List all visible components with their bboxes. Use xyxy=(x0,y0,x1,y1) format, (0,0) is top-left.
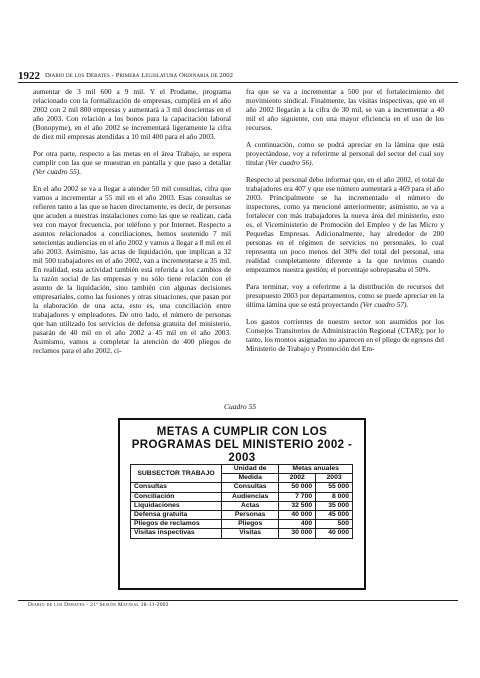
figure-title-line1: METAS A CUMPLIR CON LOS xyxy=(156,426,328,438)
cell-unidad: Pliegos xyxy=(222,520,279,529)
table-row xyxy=(131,492,353,501)
cell-2003: 500 xyxy=(316,520,353,529)
paragraph: aumentar de 3 mil 600 a 9 mil. Y el Prodame, programa relacionado con la formalización de empresas, cumplirá en el año 2002 con 2 mil 800 empresas y aumentará a 3 mil doscientas en el año 2003. Con relación a los bonos para la capacitación laboral (Bonopyme), en el año 2002 se incrementará ligeramente la cifra de diez mil empresas atendidas a 10 mil 400 para el año 2003. xyxy=(33,87,231,142)
cell-unidad: Consultas xyxy=(222,483,279,492)
header-subsector: SUBSECTOR TRABAJO xyxy=(131,465,222,483)
page-number: 1922 xyxy=(18,70,40,82)
header-metas: Metas anuales xyxy=(279,465,353,474)
figure-title-line2: PROGRAMAS DEL MINISTERIO 2002 - 2003 xyxy=(131,439,353,464)
paragraph xyxy=(246,140,444,167)
page-header xyxy=(18,71,458,83)
cell-2002: 400 xyxy=(279,520,316,529)
cell-subsector: Defensa gratuita xyxy=(131,511,222,520)
cell-unidad: Visitas xyxy=(222,529,279,538)
cell-2002: 32 500 xyxy=(279,501,316,510)
paragraph: fra que se va a incrementar a 500 por el fortalecimiento del movimiento sindical. Finalmente, las visitas inspectivas, que en el año 2002 llegarán a la cifra de 30 mil, se van a incrementar a 40 mil el año siguiente, con una mayor eficiencia en el uso de los recursos. xyxy=(246,87,444,133)
header-2003: 2003 xyxy=(316,474,353,483)
left-column xyxy=(33,87,231,363)
header-unidad-line1: Unidad de xyxy=(222,465,279,474)
paragraph-text: A continuación, como se podrá apreciar en la lámina que está proyectándose, voy a referirme al personal del sector del cual soy titular xyxy=(246,140,444,168)
paragraph: Los gastos corrientes de nuestro sector son asumidos por los Consejos Transitorios de Administración Regional (CTAR); por lo tanto, los montos asignados no aparecen en el pliego de egresos del Ministerio de Trabajo y Promoción del Em- xyxy=(246,317,444,354)
cell-2003: 40 000 xyxy=(316,529,353,538)
cell-subsector: Visitas inspectivas xyxy=(131,529,222,538)
figure-title xyxy=(120,426,364,465)
page-footer xyxy=(18,600,458,609)
table-row xyxy=(131,501,353,510)
cell-unidad: Audiencias xyxy=(222,492,279,501)
cell-subsector: Conciliación xyxy=(131,492,222,501)
cell-2002: 40 000 xyxy=(279,511,316,520)
right-column xyxy=(246,87,444,361)
paragraph: Respecto al personal debo informar que, en el año 2002, el total de trabajadores era 407 y que ese número aumentará a 469 para el año 2003. Principalmente se ha incrementado el número de inspectores, como ya mencioné anteriormente; asimismo, se va a fortalecer con más trabajadores la nueva área del ministerio, esto es, el Viceministerio de Promoción del Empleo y de las Micro y Pequeñas Empresas. Adicionalmente, hay alrededor de 200 personas en el régimen de servicios no personales, lo cual representa un poco menos del 30% del total del personal, una realidad completamente diferente a la que tuvimos cuando empezamos nuestra gestión; el porcentaje sobrepasaba el 50%. xyxy=(246,175,444,275)
table-row xyxy=(131,529,353,538)
figure-box xyxy=(118,418,366,590)
footer-text: Diario de los Debates - 21ª Sesión Matinal 28-11-2002 xyxy=(28,602,169,608)
paragraph xyxy=(33,149,231,176)
cell-2002: 50 000 xyxy=(279,483,316,492)
table-reference: (Ver cuadro 55). xyxy=(33,167,82,177)
paragraph-text: Por otra parte, respecto a las metas en el área Trabajo, se espera cumplir con las que se muestran en pantalla y que paso a detallar xyxy=(33,149,231,168)
header-unidad-line2: Medida xyxy=(222,474,279,483)
paragraph: En el año 2002 se va a llegar a atender 50 mil consultas, cifra que vamos a incrementar a 55 mil en el año 2003. Esas consultas se refieren tanto a las que se hacen directamente, es decir, de personas que acuden a nuestras instalaciones como las que se realizan, cada vez con mayor frecuencia, por teléfono y por Internet. Respecto a asuntos relacionados a conciliaciones, hemos sostenido 7 mil setecientas audiencias en el año 2002 y vamos a llegar a 8 mil en el año 2003. Asimismo, las actas de liquidación, que implican a 32 mil 500 trabajadores en el año 2002, van a incrementarse a 35 mil. En realidad, esta actividad también está referida a los cambios de la razón social de las empresas y no sólo tiene relación con el asunto de la liquidación, sino también con algunas decisiones empresariales, como las fusiones y otras situaciones, que pasan por la elaboración de una acta, esto es, una conciliación entre trabajadores y empleadores. De otro lado, el número de personas que han utilizado los servicios de defensa gratuita del ministerio, pasarán de 40 mil en el año 2002 a 45 mil en el año 2003. Asimismo, vamos a completar la atención de 400 pliegos de reclamos para el año 2002, ci- xyxy=(33,184,231,356)
cell-unidad: Personas xyxy=(222,511,279,520)
figure-caption: Cuadro 55 xyxy=(223,402,257,411)
cell-subsector: Consultas xyxy=(131,483,222,492)
cell-2002: 7 700 xyxy=(279,492,316,501)
cell-unidad: Actas xyxy=(222,501,279,510)
cell-subsector: Pliegos de reclamos xyxy=(131,520,222,529)
header-2002: 2002 xyxy=(279,474,316,483)
cell-2003: 8 000 xyxy=(316,492,353,501)
running-title: Diario de los Debates - Primera Legislatura Ordinaria de 2002 xyxy=(45,72,234,79)
table-row xyxy=(131,483,353,492)
table-row xyxy=(131,511,353,520)
cell-subsector: Liquidaciones xyxy=(131,501,222,510)
paragraph-text: Para terminar, voy a referirme a la distribución de recursos del presupuesto 2003 por departamentos, como se puede apreciar en la última lámina que se está proyectando xyxy=(246,282,444,310)
cell-2003: 45 000 xyxy=(316,511,353,520)
paragraph xyxy=(246,282,444,309)
table-reference: (Ver cuadro 57). xyxy=(360,300,409,310)
table-row xyxy=(131,520,353,529)
cell-2002: 30 000 xyxy=(279,529,316,538)
cell-2003: 55 000 xyxy=(316,483,353,492)
goals-table xyxy=(130,464,353,539)
header-rule xyxy=(18,82,458,83)
cell-2003: 35 000 xyxy=(316,501,353,510)
table-header-row xyxy=(131,465,353,474)
table-reference: (Ver cuadro 56). xyxy=(265,158,314,168)
